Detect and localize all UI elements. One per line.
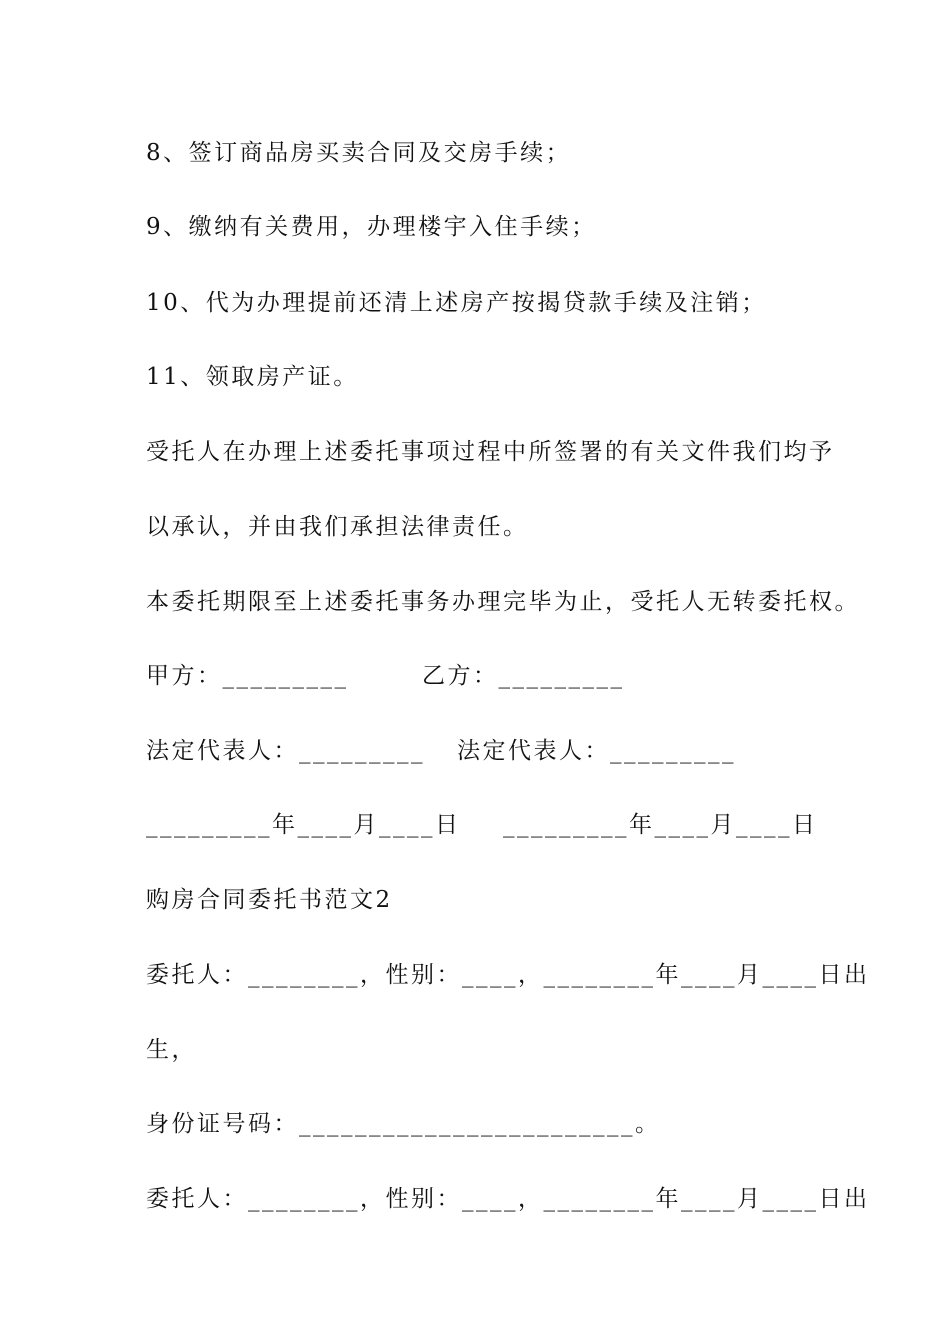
section-2-title: 购房合同委托书范文2	[146, 887, 393, 913]
list-item-11: 11、领取房产证。	[146, 364, 359, 390]
legal-rep-b-signature: 法定代表人：_________	[457, 738, 736, 764]
principal-1-line-2: 生，	[146, 1037, 197, 1063]
acknowledge-paragraph-line-2: 以承认，并由我们承担法律责任。	[146, 514, 529, 540]
acknowledge-paragraph-line-1: 受托人在办理上述委托事项过程中所签署的有关文件我们均予	[146, 439, 835, 465]
principal-1-line-1: 委托人：________，性别：____，________年____月____日出	[146, 962, 870, 988]
id-number-line: 身份证号码：________________________。	[146, 1111, 661, 1137]
party-b-signature: 乙方：_________	[422, 663, 625, 689]
list-item-8: 8、签订商品房买卖合同及交房手续；	[146, 140, 572, 166]
list-item-9: 9、缴纳有关费用，办理楼宇入住手续；	[146, 214, 597, 240]
party-a-signature: 甲方：_________	[146, 663, 349, 689]
term-paragraph: 本委托期限至上述委托事务办理完毕为止，受托人无转委托权。	[146, 589, 860, 615]
legal-rep-a-signature: 法定代表人：_________	[146, 738, 425, 764]
date-a: _________年____月____日	[146, 812, 461, 838]
principal-2-line-1: 委托人：________，性别：____，________年____月____日出	[146, 1186, 870, 1212]
list-item-10: 10、代为办理提前还清上述房产按揭贷款手续及注销；	[146, 290, 767, 316]
date-b: _________年____月____日	[503, 812, 818, 838]
